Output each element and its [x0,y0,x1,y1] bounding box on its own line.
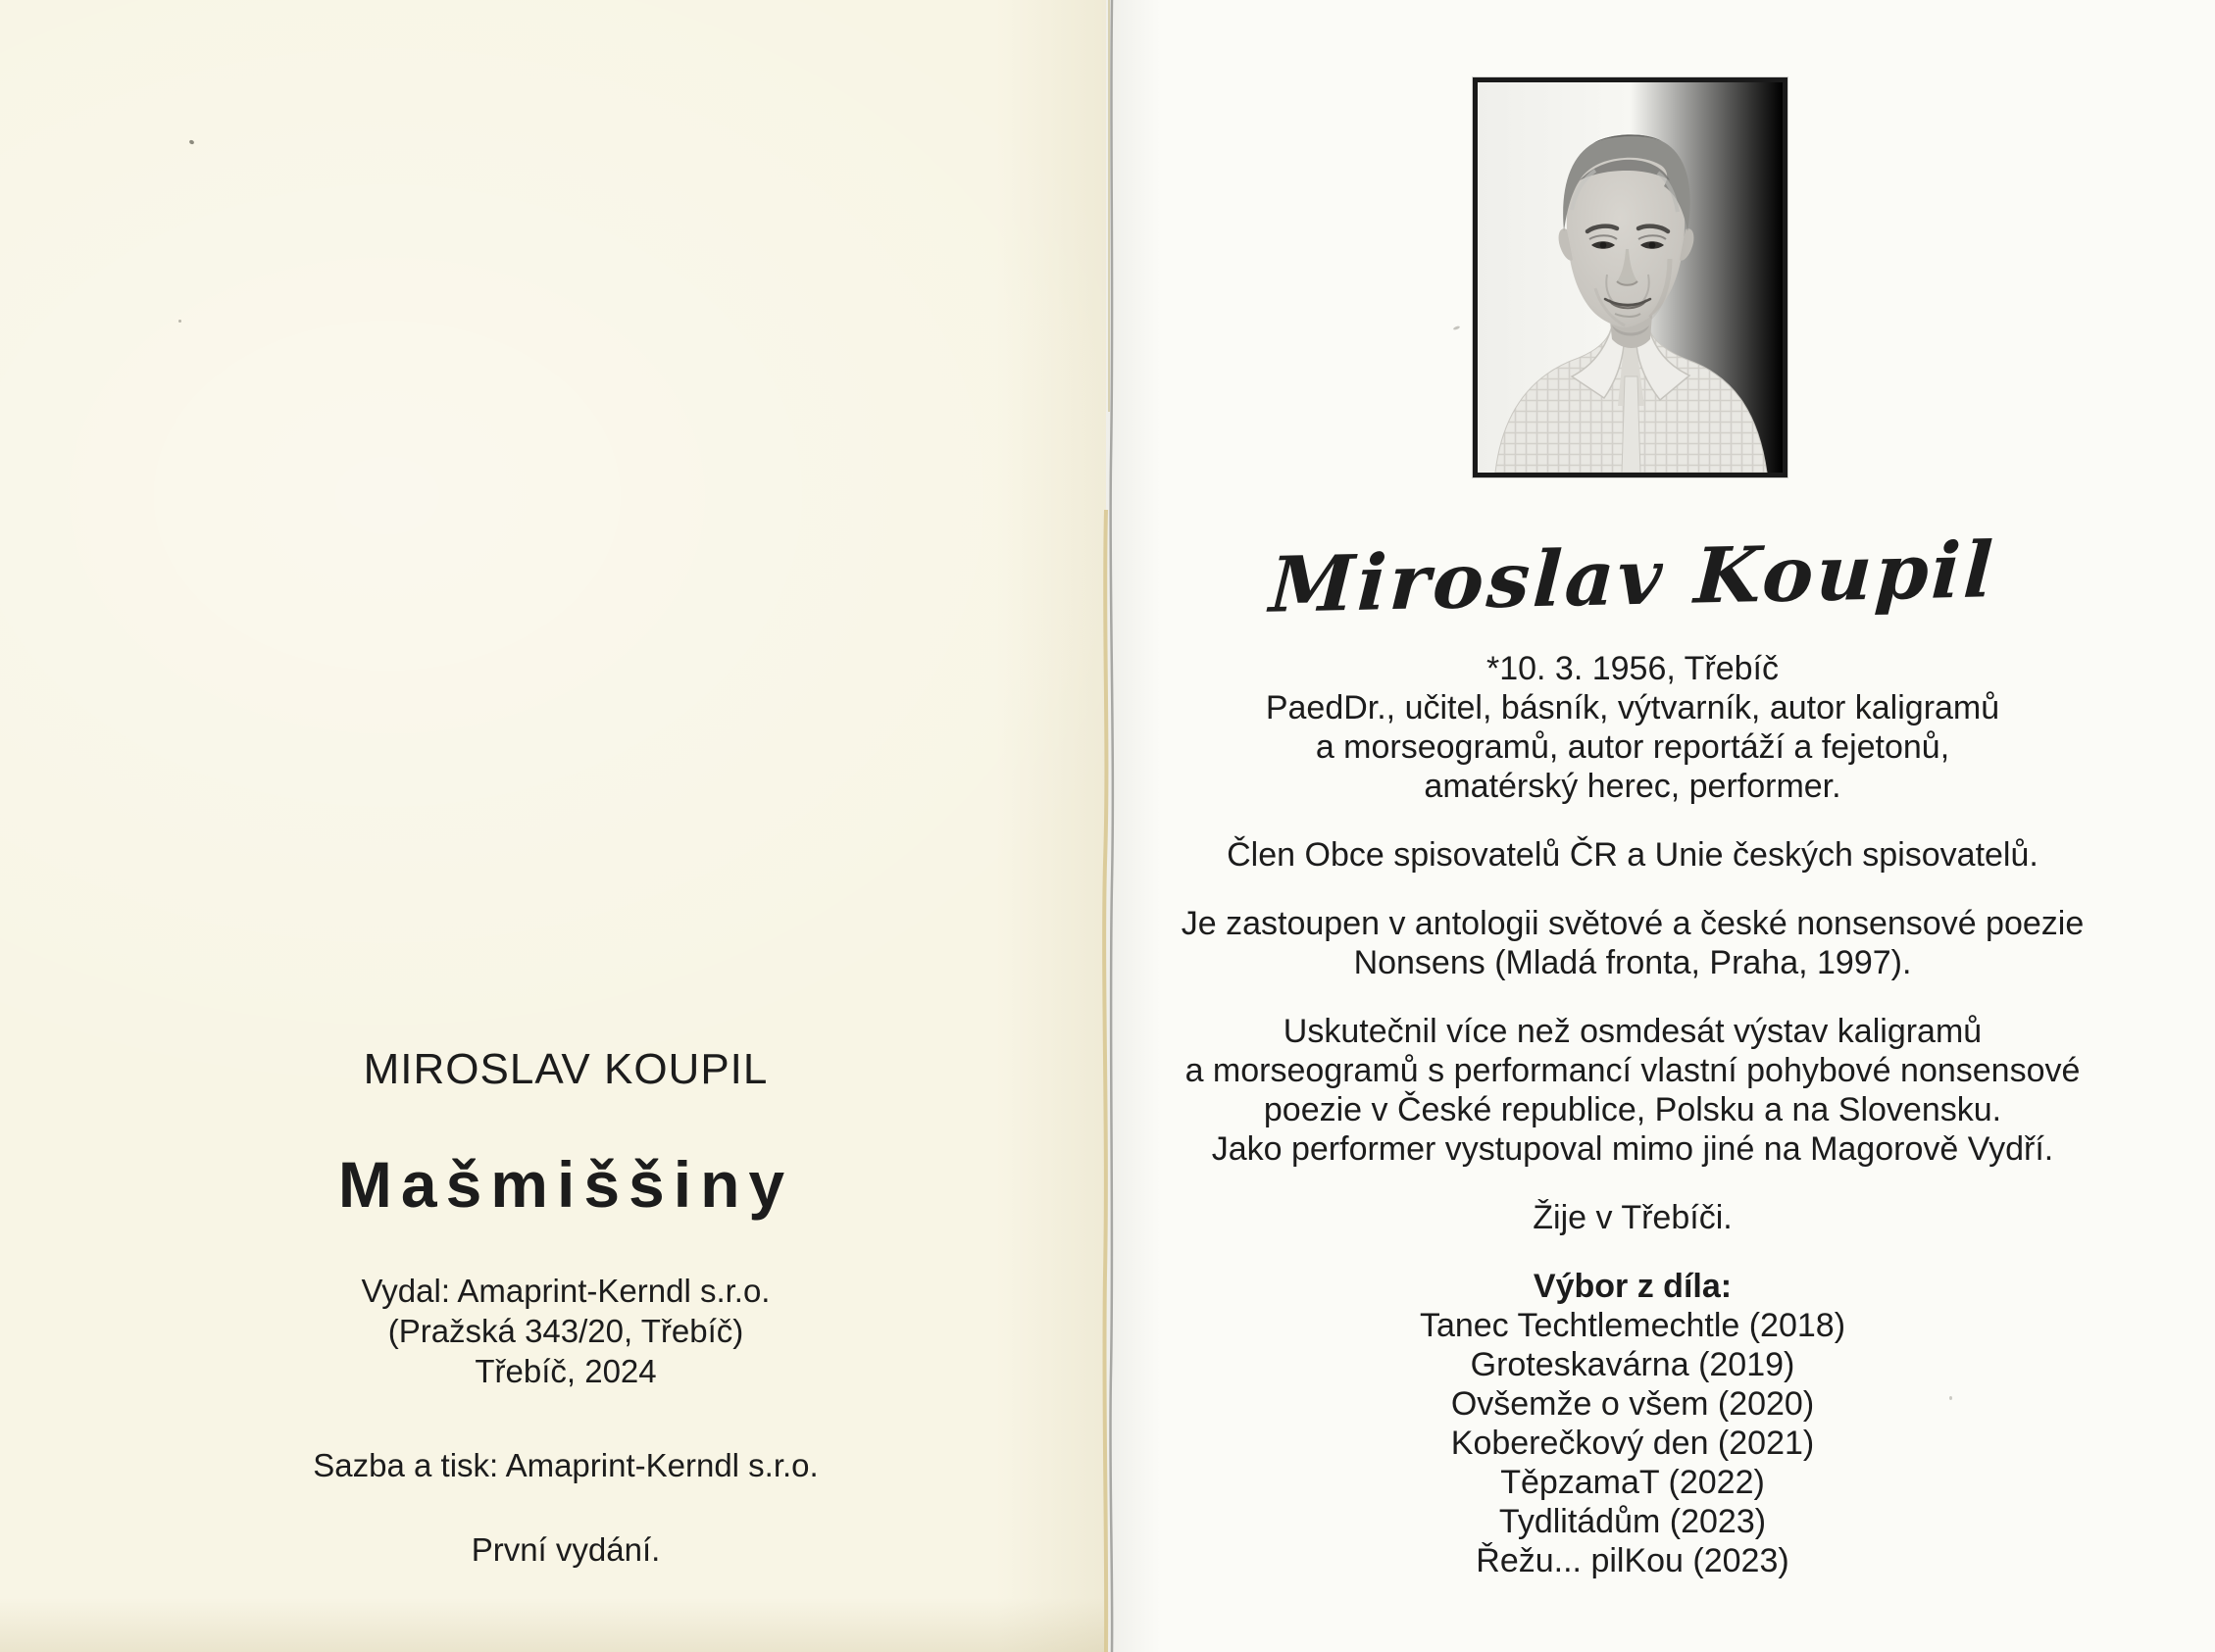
edition-line: První vydání. [471,1531,661,1568]
activity-line: poezie v České republice, Polsku a na Slovensku. [1263,1091,2002,1128]
birth-line: *10. 3. 1956, Třebíč [1485,650,1779,687]
works-heading: Výbor z díla: [1533,1268,1733,1305]
bio-text-column [1118,649,2147,1580]
work-item: TěpzamaT (2022) [1500,1464,1765,1501]
work-item: Řežu... pilKou (2023) [1476,1542,1789,1579]
work-item: Ovšemže o všem (2020) [1450,1385,1815,1423]
anthology-line: Je zastoupen v antologii světové a české nonsensové poezie [1181,905,2085,942]
activity-line: Uskutečnil více než osmdesát výstav kaligramů [1283,1013,1983,1050]
anthology-line: Nonsens (Mladá fronta, Praha, 1997). [1353,944,1912,981]
imprint-line: Třebíč, 2024 [475,1353,657,1389]
work-item: Tydlitádům (2023) [1498,1503,1767,1540]
membership-line: Člen Obce spisovatelů ČR a Unie českých spisovatelů. [1227,836,2039,874]
author-name: MIROSLAV KOUPIL [363,1045,769,1093]
bio-paragraph [1118,649,2147,806]
portrait-illustration [1478,82,1783,473]
author-signature: Miroslav Koupil [1267,526,1998,630]
paper-speck [1949,1396,1952,1400]
anthology-paragraph [1118,904,2147,982]
work-item: Tanec Techtlemechtle (2018) [1419,1307,1846,1344]
bio-line: PaedDr., učitel, básník, výtvarník, autor kaligramů [1265,689,2000,726]
book-title: Mašmiššiny [337,1148,794,1221]
work-item: Koberečkový den (2021) [1450,1425,1815,1462]
imprint-line: Vydal: Amaprint-Kerndl s.r.o. [361,1273,771,1309]
paper-speck [178,320,181,323]
imprint-block [76,1271,1056,1391]
imprint-page [0,0,1106,1652]
imprint-line: (Pražská 343/20, Třebíč) [387,1313,744,1349]
bio-line: a morseogramů, autor reportáží a fejetonů, [1315,728,1950,766]
residence-paragraph [1118,1198,2147,1237]
activity-line: a morseogramů s performancí vlastní pohybové nonsensové [1184,1052,2081,1089]
print-credit-line: Sazba a tisk: Amaprint-Kerndl s.r.o. [313,1447,819,1483]
activity-paragraph [1118,1012,2147,1169]
membership-paragraph [1118,835,2147,875]
residence-line: Žije v Třebíči. [1533,1199,1733,1236]
activity-line: Jako performer vystupoval mimo jiné na Magorově Vydří. [1211,1130,2054,1168]
bio-line: amatérský herec, performer. [1424,768,1841,805]
portrait-photo [1473,77,1787,477]
works-paragraph [1118,1267,2147,1580]
work-item: Groteskavárna (2019) [1470,1346,1795,1383]
